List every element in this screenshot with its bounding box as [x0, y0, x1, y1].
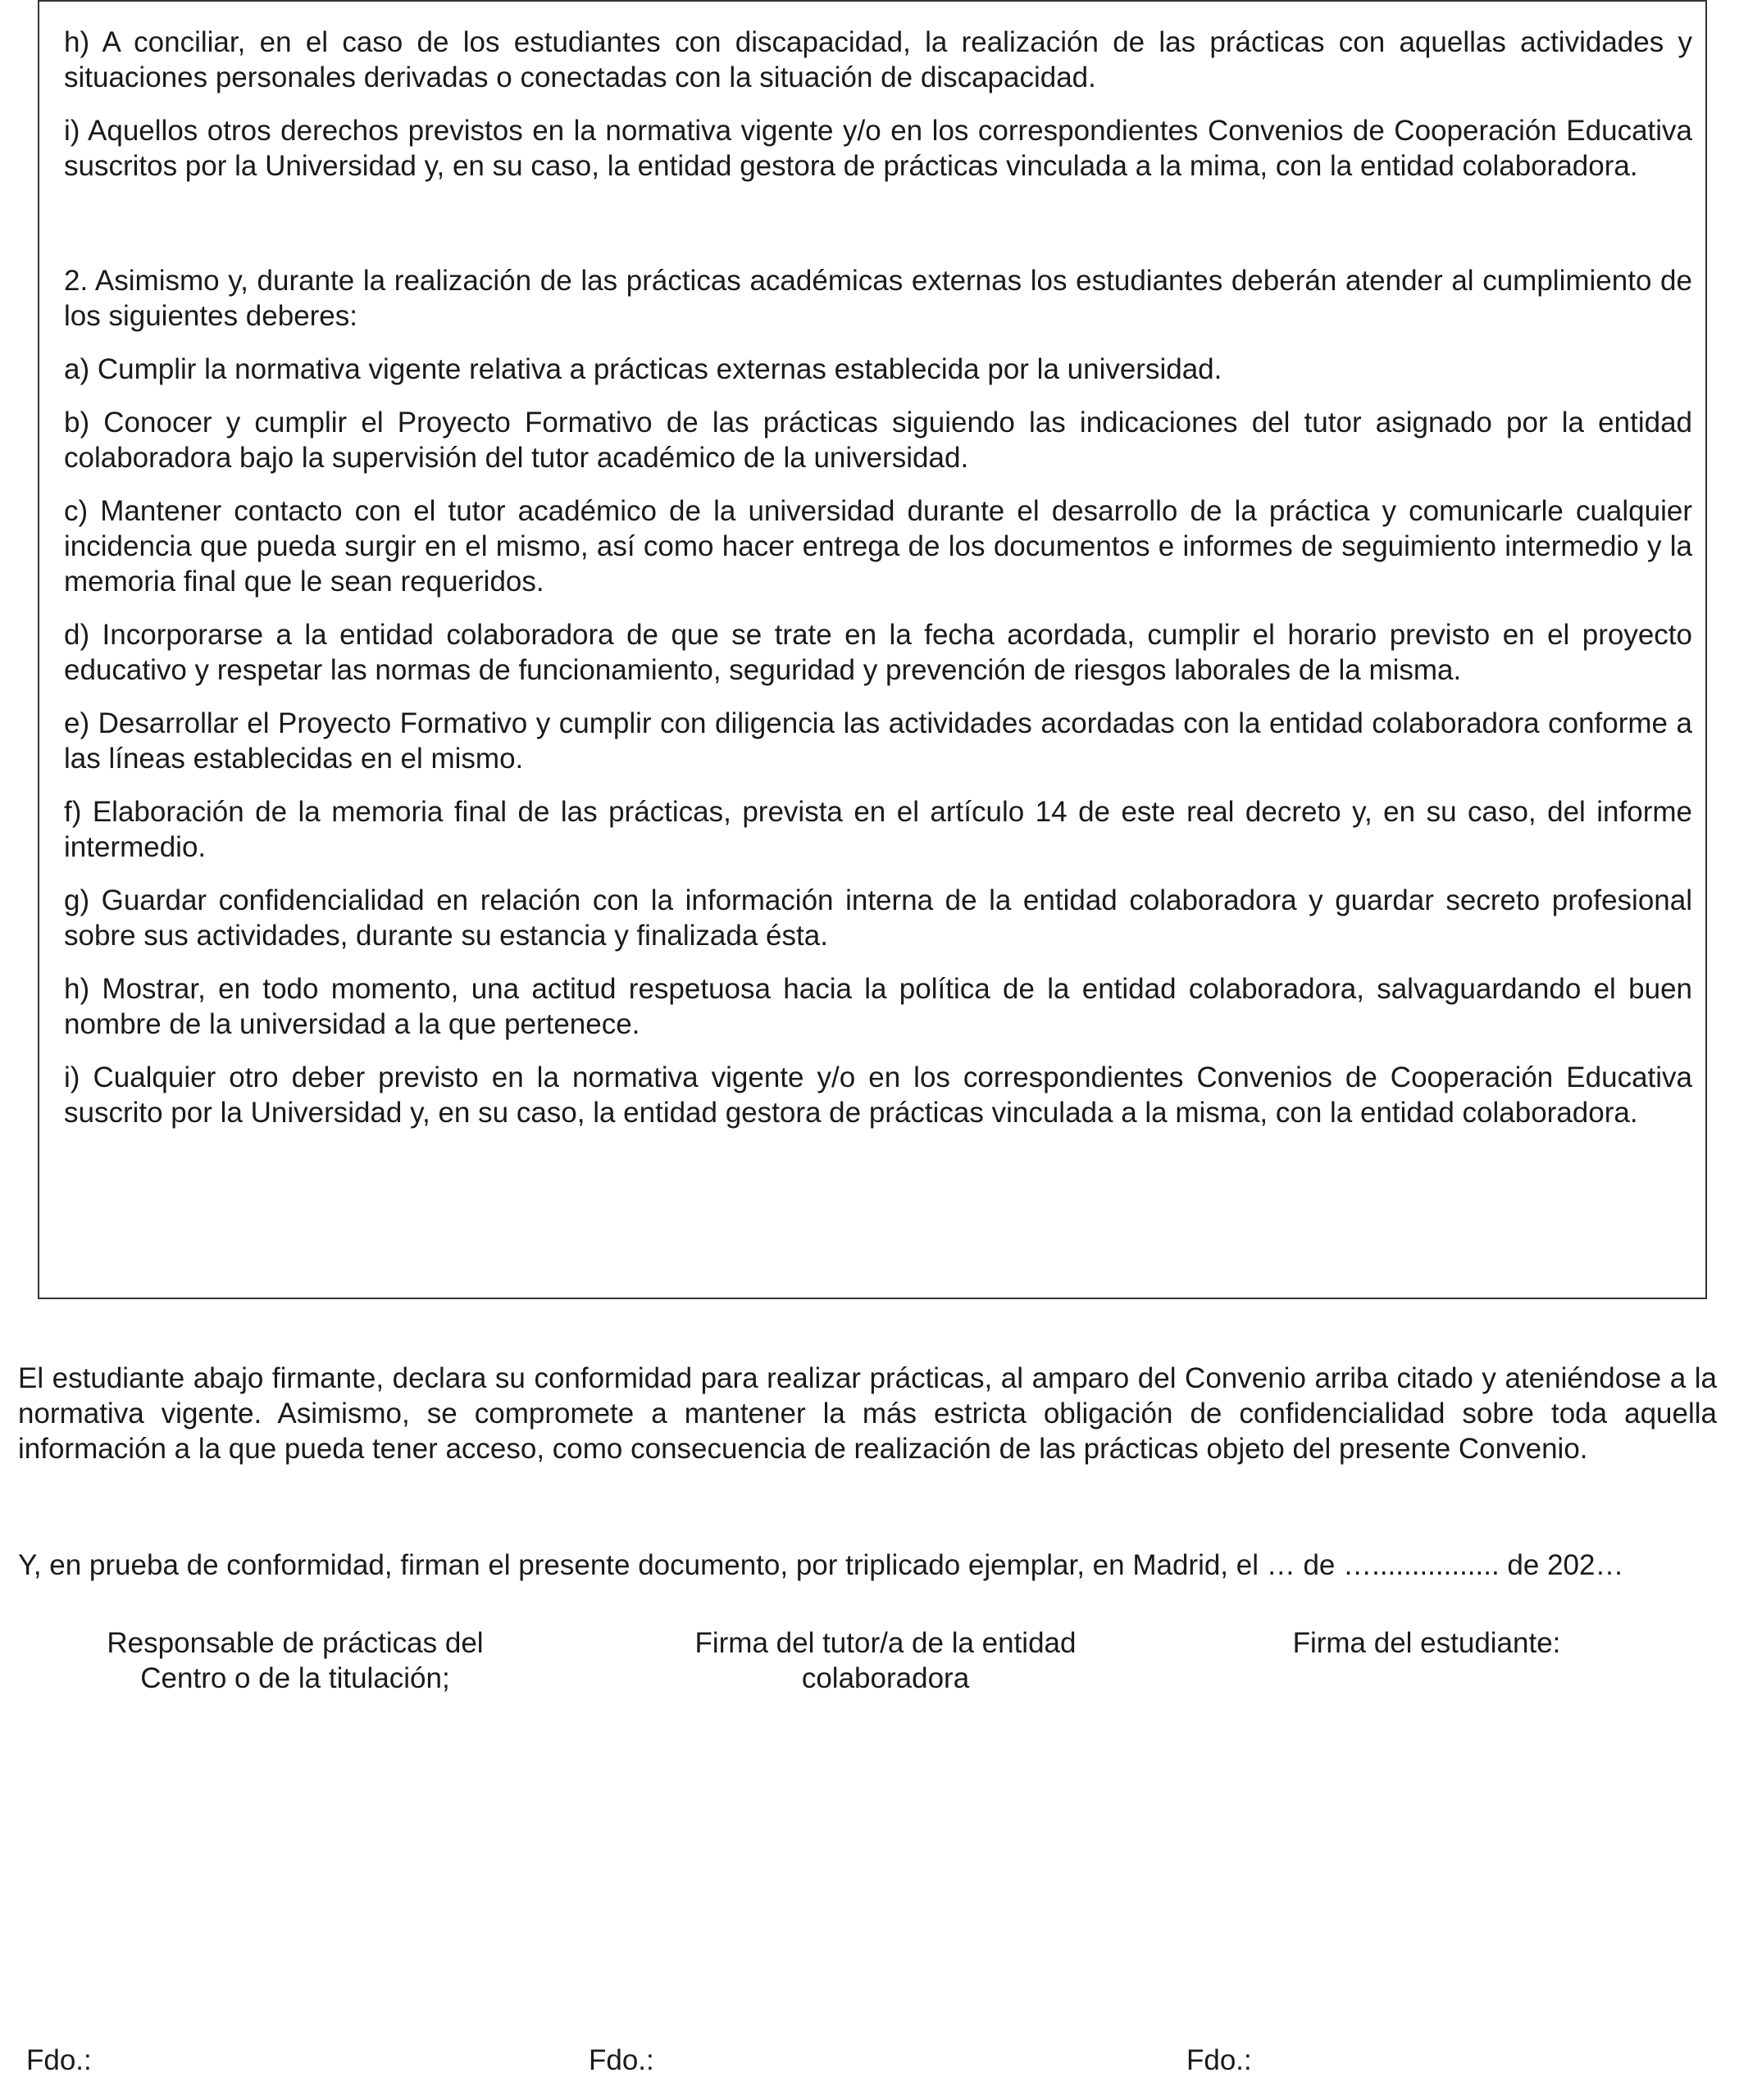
fdo-label-estudiante: Fdo.:: [1186, 2044, 1252, 2076]
duty-a-paragraph: a) Cumplir la normativa vigente relativa a prácticas externas establecida por la universidad.: [64, 353, 1222, 385]
duty-f-paragraph: f) Elaboración de la memoria final de las prácticas, prevista en el artículo 14 de este real decreto y, en su caso, del informe intermedio.: [64, 796, 1692, 863]
clauses-box: [38, 0, 1707, 1299]
signature-block-estudiante: [1230, 1625, 1623, 1661]
signature-label-line2: Centro o de la titulación;: [140, 1662, 450, 1694]
signature-label-line1: Firma del tutor/a de la entidad: [694, 1627, 1077, 1659]
signature-label-line1: Responsable de prácticas del: [107, 1627, 484, 1659]
signature-label-line2: colaboradora: [801, 1662, 970, 1694]
right-i-paragraph: i) Aquellos otros derechos previstos en la normativa vigente y/o en los correspondientes Convenios de Cooperación Educativa suscritos por la Universidad y, en su caso, la entidad gestora de prácticas vinculada a la mima, con la entidad colaboradora.: [64, 115, 1692, 182]
signature-block-responsable: [82, 1625, 508, 1696]
duty-i-paragraph: i) Cualquier otro deber previsto en la normativa vigente y/o en los correspondientes Convenios de Cooperación Educativa suscrito por la Universidad y, en su caso, la entidad gestora de prácticas vinculada a la misma, con la entidad colaboradora.: [64, 1061, 1692, 1129]
duty-h-paragraph: h) Mostrar, en todo momento, una actitud respetuosa hacia la política de la entidad colaboradora, salvaguardando el buen nombre de la universidad a la que pertenece.: [64, 973, 1692, 1040]
declaration-paragraph: El estudiante abajo firmante, declara su conformidad para realizar prácticas, al amparo del Convenio arriba citado y ateniéndose a la normativa vigente. Asimismo, se compromete a mantener la más estricta obligación de confidencialidad sobre toda aquella información a la que pueda tener acceso, como consecuencia de realización de las prácticas objeto del presente Convenio.: [18, 1362, 1717, 1465]
duty-e-paragraph: e) Desarrollar el Proyecto Formativo y cumplir con diligencia las actividades acordadas con la entidad colaboradora conforme a las líneas establecidas en el mismo.: [64, 707, 1692, 775]
duty-b-paragraph: b) Conocer y cumplir el Proyecto Formativo de las prácticas siguiendo las indicaciones del tutor asignado por la entidad colaboradora bajo la supervisión del tutor académico de la universidad.: [64, 407, 1692, 474]
spacer: [64, 202, 1692, 263]
right-h-paragraph: h) A conciliar, en el caso de los estudiantes con discapacidad, la realización de las prácticas con aquellas actividades y situaciones personales derivadas o conectadas con la situación de discapacidad.: [64, 26, 1692, 93]
duty-c-paragraph: c) Mantener contacto con el tutor académico de la universidad durante el desarrollo de la práctica y comunicarle cualquier incidencia que pueda surgir en el mismo, así como hacer entrega de los documentos e informes de seguimiento intermedio y la memoria final que le sean requeridos.: [64, 495, 1692, 598]
signature-label-line1: Firma del estudiante:: [1292, 1627, 1561, 1659]
duty-g-paragraph: g) Guardar confidencialidad en relación con la información interna de la entidad colaboradora y guardar secreto profesional sobre sus actividades, durante su estancia y finalizada ésta.: [64, 884, 1692, 952]
fdo-label-responsable: Fdo.:: [26, 2044, 92, 2076]
duties-intro-paragraph: 2. Asimismo y, durante la realización de las prácticas académicas externas los estudiantes deberán atender al cumplimiento de los siguientes deberes:: [64, 265, 1692, 332]
fdo-label-tutor: Fdo.:: [589, 2044, 654, 2076]
signature-block-tutor: [664, 1625, 1107, 1696]
conformity-line: Y, en prueba de conformidad, firman el presente documento, por triplicado ejemplar, en Madrid, el … de …................ de 202…: [18, 1549, 1624, 1581]
duty-d-paragraph: d) Incorporarse a la entidad colaboradora de que se trate en la fecha acordada, cumplir el horario previsto en el proyecto educativo y respetar las normas de funcionamiento, seguridad y prevención de riesgos laborales de la misma.: [64, 619, 1692, 686]
